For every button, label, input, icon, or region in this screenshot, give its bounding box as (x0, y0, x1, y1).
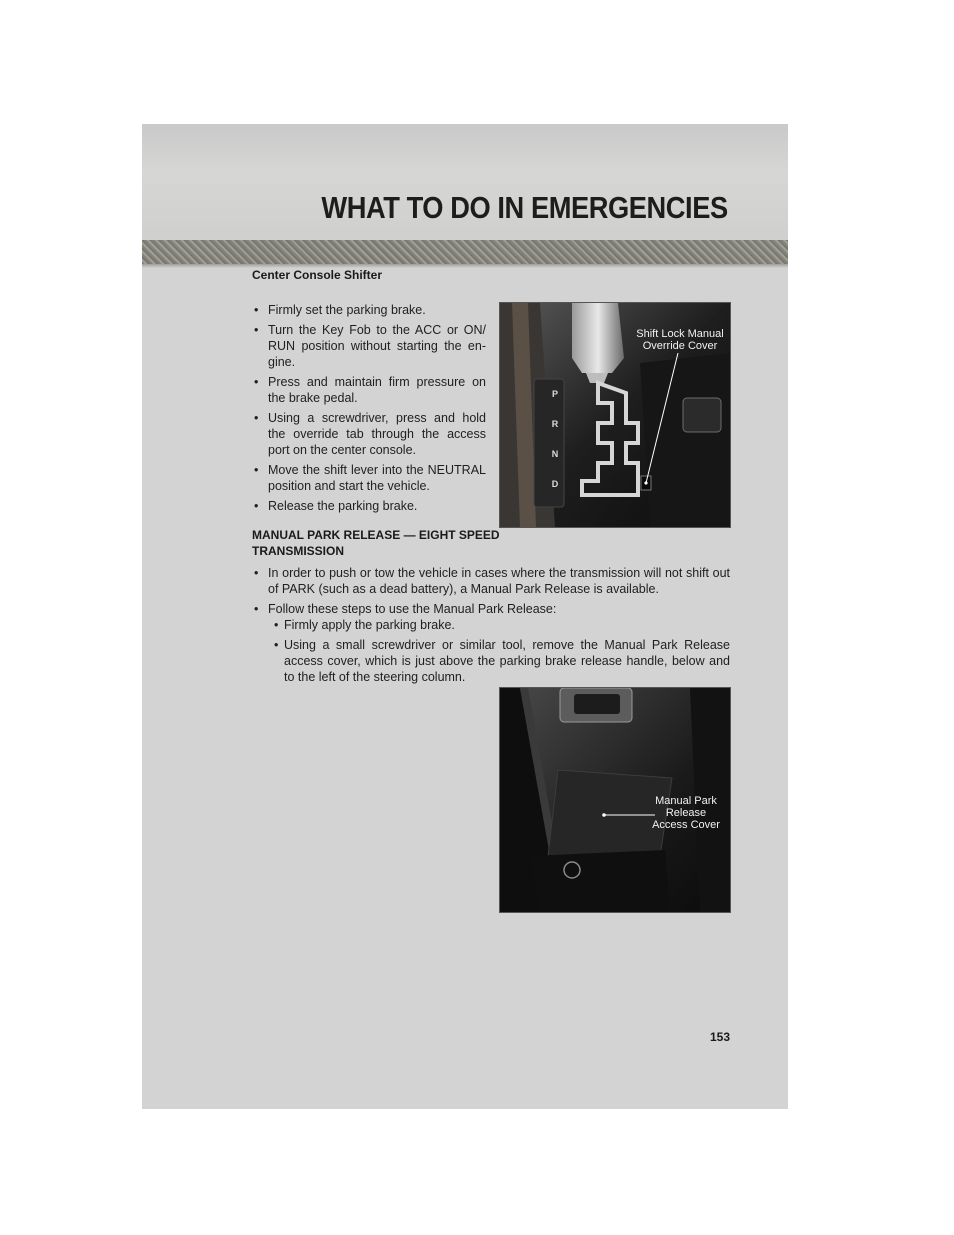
gear-label: N (551, 449, 559, 459)
step-text: Follow these steps to use the Manual Park Release: (268, 602, 557, 616)
gear-label: R (551, 419, 559, 429)
figure-callout (640, 795, 731, 831)
figure-callout (630, 328, 730, 352)
step-item: • Press and maintain firm pressure on the brake pedal. (254, 374, 486, 406)
gear-label: P (551, 389, 558, 399)
gear-label-strip (548, 389, 562, 509)
step-item: • Release the parking brake. (254, 498, 486, 514)
park-release-photo (499, 687, 731, 913)
manual-page (142, 124, 788, 1109)
section-heading-console-shifter: Center Console Shifter (252, 268, 383, 282)
callout-line: Shift Lock Manual (636, 328, 724, 340)
sub-step-item: • Firmly apply the parking brake. (268, 617, 730, 633)
callout-line: Release (665, 807, 707, 819)
heading-line: MANUAL PARK RELEASE — EIGHT SPEED (252, 528, 500, 542)
step-item: • Using a screwdriver, press and hold the override tab through the access port on the center console. (254, 410, 486, 458)
manual-park-release-steps (254, 565, 730, 689)
sub-step-item: • Using a small screwdriver or similar tool, remove the Manual Park Release access cover, which is just above the parking brake release handle, below and to the left of the steering column. (268, 637, 730, 685)
step-item: • Firmly set the parking brake. (254, 302, 486, 318)
heading-line: TRANSMISSION (252, 544, 345, 558)
step-item: • In order to push or tow the vehicle in cases where the transmission will not shift out of PARK (such as a dead battery), a Manual Park Release is available. (254, 565, 730, 597)
header-texture-band (142, 240, 788, 264)
console-shifter-steps (254, 302, 486, 518)
callout-line: Manual Park (655, 795, 717, 807)
callout-line: Override Cover (642, 340, 718, 352)
shifter-photo (499, 302, 731, 528)
page-title: WHAT TO DO IN EMERGENCIES (321, 190, 728, 225)
gear-label: D (551, 479, 559, 489)
callout-line: Access Cover (652, 819, 720, 831)
step-item: • Turn the Key Fob to the ACC or ON/ RUN position without starting the en- gine. (254, 322, 486, 370)
step-item (254, 601, 730, 685)
section-heading-manual-park-release (252, 527, 500, 559)
step-item: • Move the shift lever into the NEUTRAL position and start the vehicle. (254, 462, 486, 494)
page-number: 153 (709, 1030, 730, 1044)
page-header (142, 124, 788, 244)
